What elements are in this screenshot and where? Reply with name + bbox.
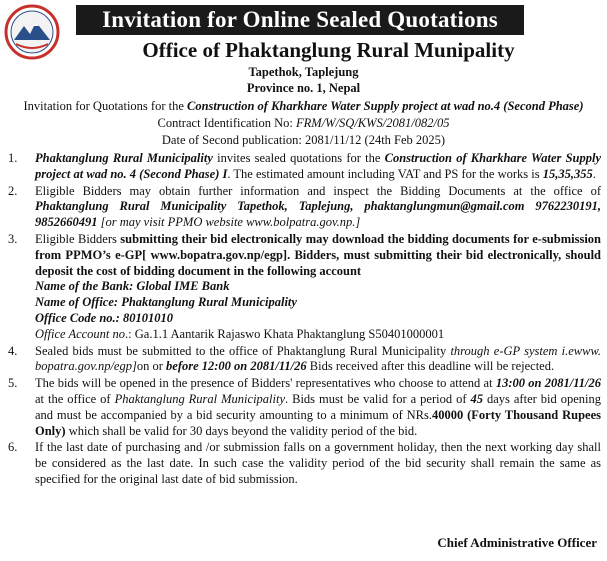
bank-name: Name of the Bank: Global IME Bank <box>35 279 230 294</box>
text-segment: which shall be valid for 30 days beyond the validity period of the bid. <box>65 423 418 438</box>
item-text <box>35 184 601 231</box>
text-segment: . <box>592 166 596 181</box>
item-text: If the last date of purchasing and /or submission falls on a government holiday, then the next working day shall be considered as the last date. In such case the validity period of the bid security shall remain the same as specified for the original last date of bid submission. <box>35 440 601 486</box>
office-account <box>35 327 601 343</box>
account-office-name: Name of Office: Phaktanglung Rural Municipality <box>35 295 297 310</box>
egp-system-link[interactable]: through e-GP system i.ewww. bopatra.gov.np/egp] <box>35 343 602 374</box>
nepal-emblem-icon <box>4 4 60 60</box>
text-segment: Bids received after this deadline will be rejected. <box>306 359 555 374</box>
submission-deadline: before 12:00 on 2081/11/26 <box>166 359 307 374</box>
project-name: Construction of Kharkhare Water Supply project at wad no. 4 (Second Phase) I <box>35 151 602 181</box>
contract-id-label: Contract Identification No: <box>157 116 297 130</box>
item-number: 6. <box>8 440 18 455</box>
item-number: 2. <box>8 183 18 198</box>
signature-title: Chief Administrative Officer <box>437 535 597 550</box>
text-segment: Eligible Bidders <box>35 231 121 246</box>
ppmo-website-link[interactable]: [or may visit PPMO website www.bolpatra.gov.np.] <box>97 215 361 230</box>
text-segment: days after bid opening and must be accompanied by a bid security amounting to a minimum of NRs. <box>35 391 601 422</box>
item-text <box>35 151 601 183</box>
notice-items-list <box>8 151 601 489</box>
publication-date-label: Date of Second publication: <box>161 133 305 147</box>
validity-days: 45 <box>470 391 483 406</box>
item-number: 3. <box>8 231 18 246</box>
contract-id-line <box>0 115 607 131</box>
item-text <box>35 344 601 376</box>
contact-details: Phaktanglung Rural Municipality Tapethok, Taplejung, phaktanglungmun@gmail.com 9762230191, 9852660491 <box>35 199 601 230</box>
text-segment: on or <box>136 359 167 374</box>
invitation-line <box>0 98 607 114</box>
text-segment: at the office of <box>35 391 115 406</box>
estimated-amount: 15,35,355 <box>542 166 593 181</box>
text-segment: The bids will be opened in the presence of Bidders' representatives who choose to attend at <box>35 376 496 391</box>
text-segment: invites sealed quotations for the <box>212 151 385 165</box>
text-segment: . The estimated amount including VAT and PS for the works is <box>227 166 543 181</box>
item-number: 1. <box>8 151 18 165</box>
text-segment: . Bids must be valid for a period of <box>285 391 471 406</box>
item-text <box>35 232 601 343</box>
list-item <box>8 232 601 343</box>
item-text <box>35 376 601 439</box>
notice-title-banner: Invitation for Online Sealed Quotations <box>76 5 524 35</box>
text-segment: Sealed bids must be submitted to the office of Phaktanglung Rural Municipality <box>35 343 451 358</box>
office-address: Tapethok, Taplejung <box>248 65 359 79</box>
list-item <box>8 440 601 487</box>
contract-id-value: FRM/W/SQ/KWS/2081/082/05 <box>296 116 450 130</box>
list-item <box>8 184 601 231</box>
municipality-name: Phaktanglung Rural Municipality <box>114 391 286 406</box>
list-item <box>8 376 601 439</box>
paragraph <box>35 232 601 279</box>
project-name: Construction of Kharkhare Water Supply project at wad no.4 (Second Phase) <box>187 99 584 113</box>
item-number: 4. <box>8 343 18 358</box>
account-value: .: Ga.1.1 Aantarik Rajaswo Khata Phaktanglung S50401000001 <box>125 326 445 341</box>
item-number: 5. <box>8 376 18 391</box>
opening-time: 13:00 on 2081/11/26 <box>495 376 601 391</box>
publication-date-value: 2081/11/12 (24th Feb 2025) <box>304 133 446 147</box>
municipality-name: Phaktanglung Rural Municipality <box>35 151 213 165</box>
office-code: Office Code no.: 80101010 <box>35 310 173 325</box>
egp-instructions: submitting their bid electronically may download the bidding documents for e-submission from PPMO’s e-GP[ www.bopatra.gov.np/egp]. Bidders, must submitting their bid electronically, should deposit the cost of bidding document in the following account <box>35 231 601 278</box>
province-line: Province no. 1, Nepal <box>246 81 361 95</box>
office-name: Office of Phaktanglung Rural Munipality <box>142 38 515 62</box>
list-item <box>8 151 601 183</box>
text-segment: Eligible Bidders may obtain further information and inspect the Bidding Documents at the office of <box>35 183 601 198</box>
publication-date-line <box>0 132 607 148</box>
account-label: Office Account no <box>35 326 126 341</box>
invitation-prefix: Invitation for Quotations for the <box>23 99 188 113</box>
bid-security-amount: 40000 (Forty Thousand Rupees Only) <box>35 407 601 438</box>
list-item <box>8 344 601 376</box>
